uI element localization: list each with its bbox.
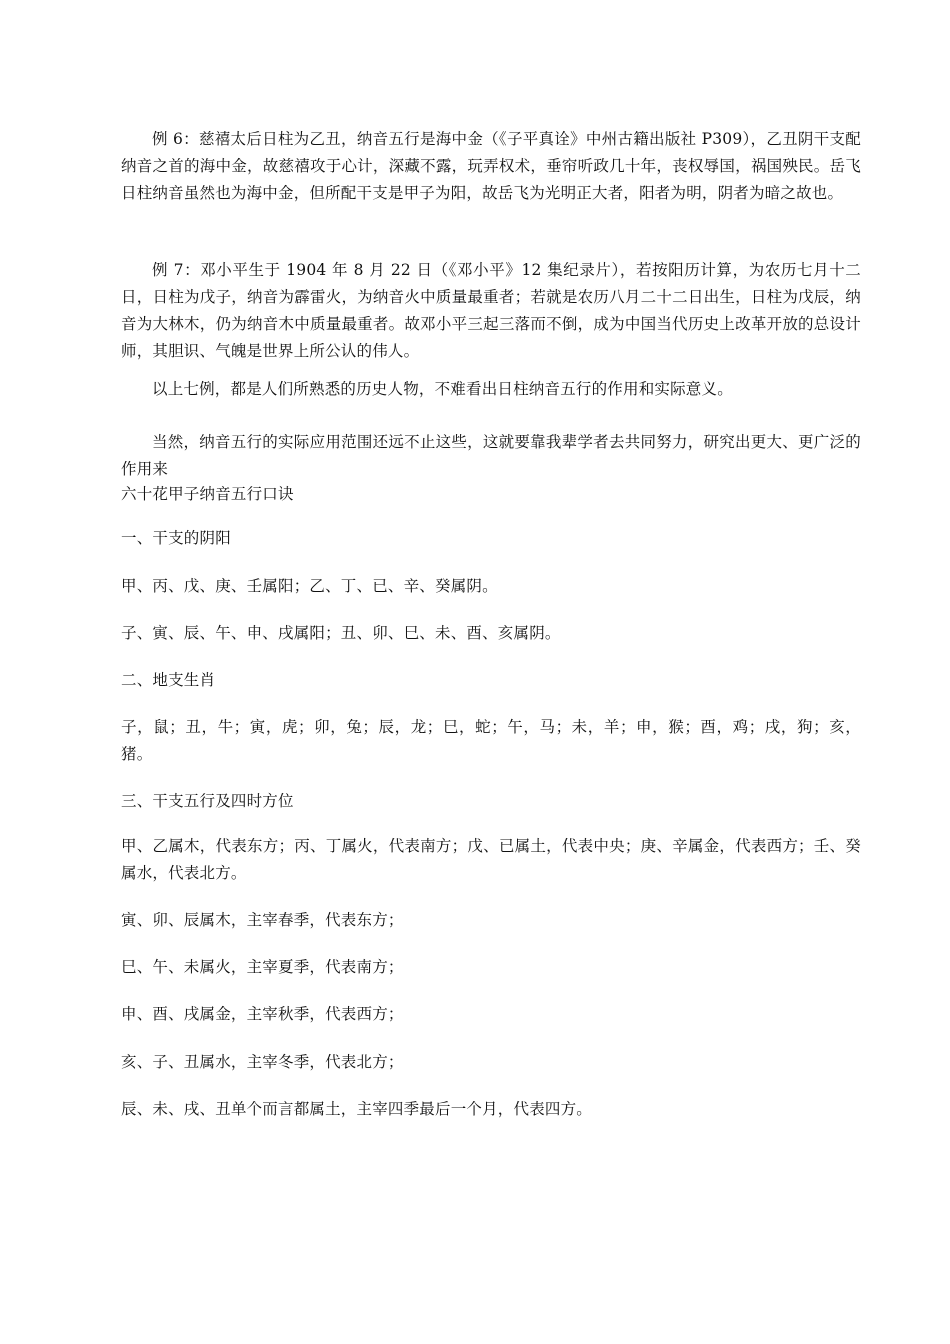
section-heading-zodiac: 二、地支生肖 xyxy=(121,671,216,689)
paragraph-conclusion: 当然，纳音五行的实际应用范围还远不止这些，这就要靠我辈学者去共同努力，研究出更大、更广泛的作用来 xyxy=(121,433,861,478)
section-heading-yinyang: 一、干支的阴阳 xyxy=(121,529,231,547)
yinyang-stems-line: 甲、丙、戊、庚、壬属阳；乙、丁、已、辛、癸属阴。 xyxy=(121,577,498,595)
paragraph-summary: 以上七例，都是人们所熟悉的历史人物，不难看出日柱纳音五行的作用和实际意义。 xyxy=(152,380,733,398)
branch-fire-line: 巳、午、未属火，主宰夏季，代表南方； xyxy=(121,958,404,976)
zodiac-list: 子，鼠；丑，牛；寅，虎；卯，兔；辰，龙；巳，蛇；午，马；未，羊；申，猴；酉，鸡；戌，狗；亥，猪。 xyxy=(121,718,861,763)
yinyang-branches-line: 子、寅、辰、午、申、戌属阳；丑、卯、巳、未、酉、亥属阴。 xyxy=(121,624,561,642)
paragraph-example-7: 例 7：邓小平生于 1904 年 8 月 22 日（《邓小平》12 集纪录片），若按阳历计算，为农历七月十二日，日柱为戊子，纳音为霹雷火，为纳音火中质量最重者；若就是农历八月二十二日出生，日柱为戊辰，纳音为大林木，仍为纳音木中质量最重者。故邓小平三起三落而不倒，成为中国当代历史上改革开放的总设计师，其胆识、气魄是世界上所公认的伟人。 xyxy=(121,261,861,360)
branch-water-line: 亥、子、丑属水，主宰冬季，代表北方； xyxy=(121,1053,404,1071)
wuxing-stems-paragraph: 甲、乙属木，代表东方；丙、丁属火，代表南方；戊、已属土，代表中央；庚、辛属金，代表西方；壬、癸属水，代表北方。 xyxy=(121,837,861,882)
section-heading-wuxing: 三、干支五行及四时方位 xyxy=(121,792,294,810)
paragraph-example-6: 例 6：慈禧太后日柱为乙丑，纳音五行是海中金（《子平真诠》中州古籍出版社 P309），乙丑阴干支配纳音之首的海中金，故慈禧攻于心计，深藏不露，玩弄权术，垂帘听政几十年，丧权辱国，祸国殃民。岳飞日柱纳音虽然也为海中金，但所配干支是甲子为阳，故岳飞为光明正大者，阳者为明，阴者为暗之故也。 xyxy=(121,130,861,202)
document-title: 六十花甲子纳音五行口诀 xyxy=(121,485,294,503)
branch-earth-line: 辰、未、戌、丑单个而言都属土，主宰四季最后一个月，代表四方。 xyxy=(121,1100,593,1118)
branch-metal-line: 申、酉、戌属金，主宰秋季，代表西方； xyxy=(121,1005,404,1023)
branch-wood-line: 寅、卯、辰属木，主宰春季，代表东方； xyxy=(121,911,404,929)
